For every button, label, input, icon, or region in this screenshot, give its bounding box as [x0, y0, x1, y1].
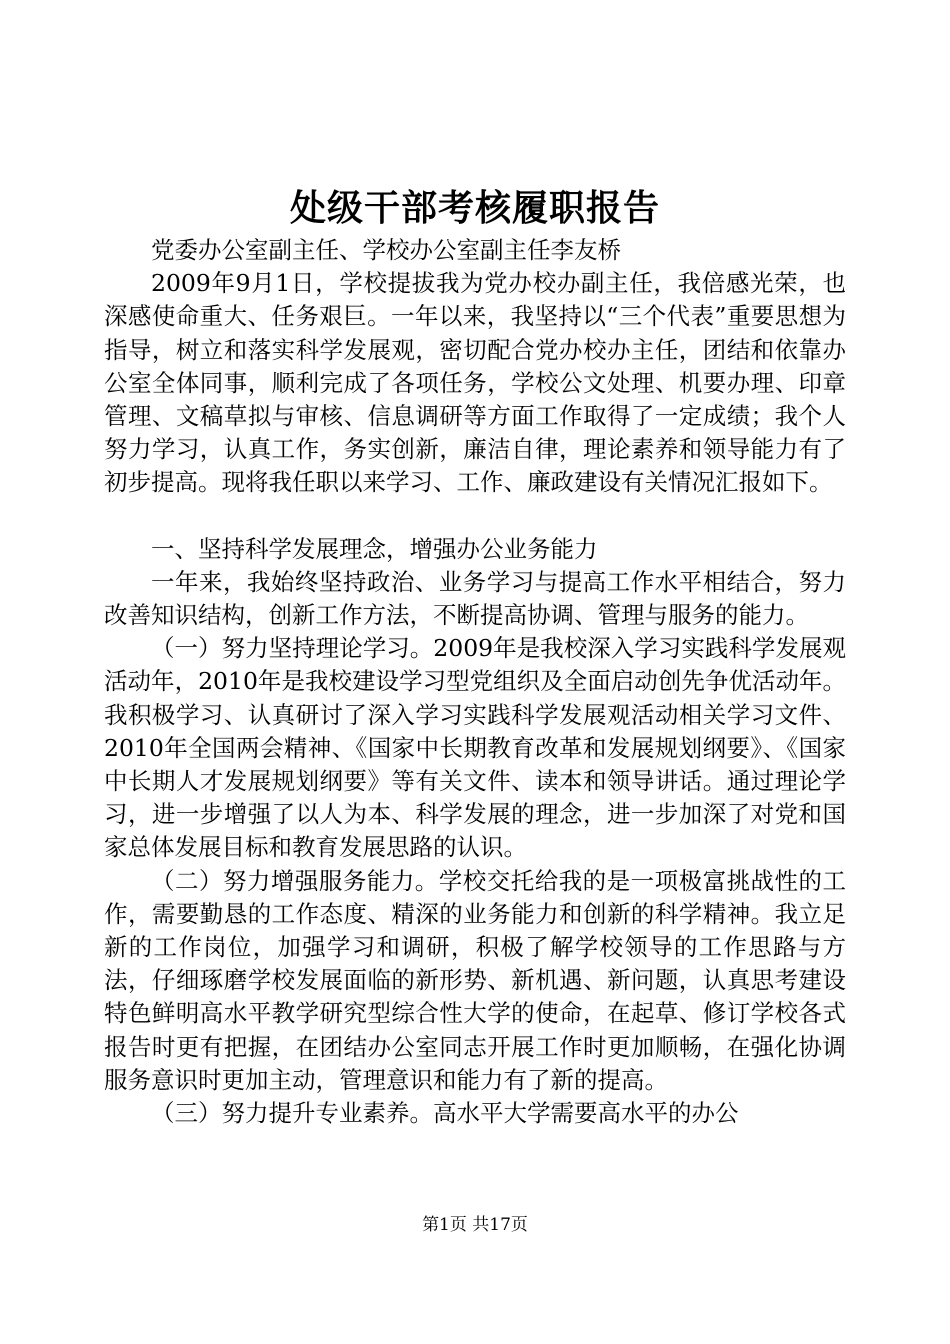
page-footer: 第1页 共17页 — [422, 1215, 528, 1235]
paragraph-intro: 2009年9月1日，学校提拔我为党办校办副主任，我倍感光荣，也深感使命重大、任务艰巨。一年以来，我坚持以“三个代表”重要思想为指导，树立和落实科学发展观，密切配合党办校办主任，团结和依靠办公室全体同事，顺利完成了各项任务，学校公文处理、机要办理、印章管理、文稿草拟与审核、信息调研等方面工作取得了一定成绩；我个人努力学习，认真工作，务实创新，廉洁自律，理论素养和领导能力有了初步提高。现将我任职以来学习、工作、廉政建设有关情况汇报如下。 — [104, 269, 846, 497]
paragraph-section-1-intro: 一年来，我始终坚持政治、业务学习与提高工作水平相结合，努力改善知识结构，创新工作方法，不断提高协调、管理与服务的能力。 — [104, 567, 846, 630]
paragraph-professional-quality: （三）努力提升专业素养。高水平大学需要高水平的办公 — [151, 1099, 739, 1128]
document-body — [104, 234, 846, 1130]
author-line: 党委办公室副主任、学校办公室副主任李友桥 — [151, 236, 621, 264]
document-title: 处级干部考核履职报告 — [289, 187, 660, 229]
paragraph-service-ability: （二）努力增强服务能力。学校交托给我的是一项极富挑战性的工作，需要勤恳的工作态度、精深的业务能力和创新的科学精神。我立足新的工作岗位，加强学习和调研，积极了解学校领导的工作思路与方法，仔细琢磨学校发展面临的新形势、新机遇、新问题，认真思考建设特色鲜明高水平教学研究型综合性大学的使命，在起草、修订学校各式报告时更有把握，在团结办公室同志开展工作时更加顺畅，在强化协调服务意识时更加主动，管理意识和能力有了新的提高。 — [104, 866, 846, 1094]
section-heading-1: 一、坚持科学发展理念，增强办公业务能力 — [151, 534, 598, 563]
paragraph-theory-study: （一）努力坚持理论学习。2009年是我校深入学习实践科学发展观活动年，2010年是我校建设学习型党组织及全面启动创先争优活动年。我积极学习、认真研讨了深入学习实践科学发展观活动相关学习文件、2010年全国两会精神、《国家中长期教育改革和发展规划纲要》、《国家中长期人才发展规划纲要》等有关文件、读本和领导讲话。通过理论学习，进一步增强了以人为本、科学发展的理念，进一步加深了对党和国家总体发展目标和教育发展思路的认识。 — [104, 634, 846, 862]
